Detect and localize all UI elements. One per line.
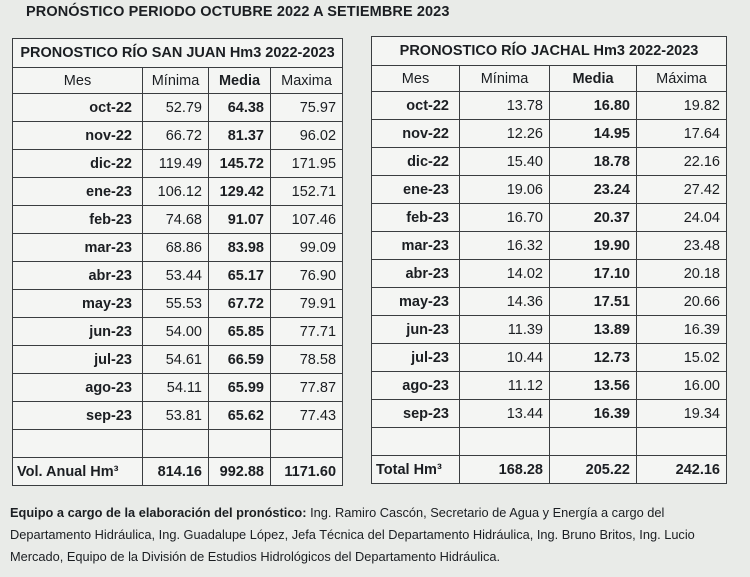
table-row [13, 150, 343, 178]
total-min: 814.16 [143, 458, 209, 486]
month-cell: oct-22 [13, 94, 143, 122]
total-label: Vol. Anual Hm³ [13, 458, 143, 486]
mean-cell: 64.38 [209, 94, 271, 122]
max-cell: 76.90 [271, 262, 343, 290]
mean-cell: 18.78 [550, 148, 637, 176]
table-row [372, 400, 727, 428]
empty-row [372, 428, 727, 456]
table-row [372, 372, 727, 400]
jachal-forecast-table [371, 36, 727, 484]
max-cell: 152.71 [271, 178, 343, 206]
total-row [13, 458, 343, 486]
month-cell: ago-23 [372, 372, 460, 400]
mean-cell: 67.72 [209, 290, 271, 318]
table-row [13, 402, 343, 430]
month-cell: dic-22 [372, 148, 460, 176]
total-mean: 205.22 [550, 456, 637, 484]
month-cell: jun-23 [13, 318, 143, 346]
table-row [13, 262, 343, 290]
max-cell: 96.02 [271, 122, 343, 150]
min-cell: 13.44 [460, 400, 550, 428]
max-cell: 22.16 [637, 148, 727, 176]
table-row [372, 232, 727, 260]
min-cell: 119.49 [143, 150, 209, 178]
table-row [372, 148, 727, 176]
min-cell: 11.12 [460, 372, 550, 400]
min-cell: 19.06 [460, 176, 550, 204]
mean-cell: 17.10 [550, 260, 637, 288]
min-cell: 14.02 [460, 260, 550, 288]
min-cell: 54.00 [143, 318, 209, 346]
mean-cell: 16.39 [550, 400, 637, 428]
mean-cell: 13.89 [550, 316, 637, 344]
empty-cell [209, 430, 271, 458]
month-cell: ago-23 [13, 374, 143, 402]
table-title-row [13, 39, 343, 68]
min-cell: 54.11 [143, 374, 209, 402]
header-media: Media [550, 66, 637, 92]
table-row [13, 178, 343, 206]
min-cell: 52.79 [143, 94, 209, 122]
empty-cell [372, 428, 460, 456]
max-cell: 77.43 [271, 402, 343, 430]
empty-cell [271, 430, 343, 458]
table-row [372, 204, 727, 232]
max-cell: 17.64 [637, 120, 727, 148]
max-cell: 78.58 [271, 346, 343, 374]
max-cell: 15.02 [637, 344, 727, 372]
mean-cell: 16.80 [550, 92, 637, 120]
column-header-row [13, 68, 343, 94]
mean-cell: 91.07 [209, 206, 271, 234]
min-cell: 16.70 [460, 204, 550, 232]
max-cell: 24.04 [637, 204, 727, 232]
min-cell: 14.36 [460, 288, 550, 316]
mean-cell: 14.95 [550, 120, 637, 148]
mean-cell: 13.56 [550, 372, 637, 400]
table-row [372, 176, 727, 204]
total-row [372, 456, 727, 484]
month-cell: nov-22 [13, 122, 143, 150]
max-cell: 16.00 [637, 372, 727, 400]
empty-cell [143, 430, 209, 458]
credits-label: Equipo a cargo de la elaboración del pronóstico: [10, 505, 307, 520]
header-mes: Mes [13, 68, 143, 94]
empty-row [13, 430, 343, 458]
mean-cell: 17.51 [550, 288, 637, 316]
table-row [13, 290, 343, 318]
month-cell: nov-22 [372, 120, 460, 148]
min-cell: 11.39 [460, 316, 550, 344]
empty-cell [550, 428, 637, 456]
mean-cell: 83.98 [209, 234, 271, 262]
mean-cell: 19.90 [550, 232, 637, 260]
table-row [13, 94, 343, 122]
header-minima: Mínima [460, 66, 550, 92]
month-cell: oct-22 [372, 92, 460, 120]
mean-cell: 129.42 [209, 178, 271, 206]
min-cell: 55.53 [143, 290, 209, 318]
empty-cell [13, 430, 143, 458]
min-cell: 53.81 [143, 402, 209, 430]
table-title: PRONOSTICO RÍO JACHAL Hm3 2022-2023 [372, 37, 727, 66]
total-max: 242.16 [637, 456, 727, 484]
max-cell: 27.42 [637, 176, 727, 204]
min-cell: 13.78 [460, 92, 550, 120]
month-cell: sep-23 [13, 402, 143, 430]
table-row [372, 92, 727, 120]
table-title-row [372, 37, 727, 66]
month-cell: dic-22 [13, 150, 143, 178]
month-cell: mar-23 [372, 232, 460, 260]
table-row [13, 122, 343, 150]
header-maxima: Máxima [637, 66, 727, 92]
table-row [372, 344, 727, 372]
table-title: PRONOSTICO RÍO SAN JUAN Hm3 2022-2023 [13, 39, 343, 68]
max-cell: 77.71 [271, 318, 343, 346]
table-row [13, 318, 343, 346]
max-cell: 107.46 [271, 206, 343, 234]
mean-cell: 81.37 [209, 122, 271, 150]
min-cell: 12.26 [460, 120, 550, 148]
table-row [372, 260, 727, 288]
max-cell: 16.39 [637, 316, 727, 344]
max-cell: 77.87 [271, 374, 343, 402]
table-row [372, 120, 727, 148]
max-cell: 20.66 [637, 288, 727, 316]
header-maxima: Maxima [271, 68, 343, 94]
max-cell: 99.09 [271, 234, 343, 262]
table-row [13, 234, 343, 262]
max-cell: 79.91 [271, 290, 343, 318]
page-title: PRONÓSTICO PERIODO OCTUBRE 2022 A SETIEMBRE 2023 [26, 4, 450, 20]
table-row [372, 316, 727, 344]
total-mean: 992.88 [209, 458, 271, 486]
table-row [13, 374, 343, 402]
month-cell: abr-23 [372, 260, 460, 288]
header-mes: Mes [372, 66, 460, 92]
min-cell: 53.44 [143, 262, 209, 290]
mean-cell: 145.72 [209, 150, 271, 178]
table-row [13, 346, 343, 374]
month-cell: sep-23 [372, 400, 460, 428]
month-cell: jun-23 [372, 316, 460, 344]
min-cell: 68.86 [143, 234, 209, 262]
month-cell: mar-23 [13, 234, 143, 262]
max-cell: 75.97 [271, 94, 343, 122]
month-cell: may-23 [13, 290, 143, 318]
max-cell: 19.34 [637, 400, 727, 428]
max-cell: 171.95 [271, 150, 343, 178]
mean-cell: 12.73 [550, 344, 637, 372]
empty-cell [460, 428, 550, 456]
min-cell: 15.40 [460, 148, 550, 176]
total-max: 1171.60 [271, 458, 343, 486]
min-cell: 16.32 [460, 232, 550, 260]
mean-cell: 65.85 [209, 318, 271, 346]
table-row [372, 288, 727, 316]
mean-cell: 20.37 [550, 204, 637, 232]
month-cell: may-23 [372, 288, 460, 316]
month-cell: ene-23 [13, 178, 143, 206]
mean-cell: 23.24 [550, 176, 637, 204]
month-cell: jul-23 [13, 346, 143, 374]
month-cell: jul-23 [372, 344, 460, 372]
credits-paragraph [10, 502, 740, 568]
mean-cell: 65.17 [209, 262, 271, 290]
month-cell: abr-23 [13, 262, 143, 290]
column-header-row [372, 66, 727, 92]
mean-cell: 65.62 [209, 402, 271, 430]
min-cell: 106.12 [143, 178, 209, 206]
table-row [13, 206, 343, 234]
min-cell: 10.44 [460, 344, 550, 372]
max-cell: 20.18 [637, 260, 727, 288]
max-cell: 19.82 [637, 92, 727, 120]
month-cell: ene-23 [372, 176, 460, 204]
mean-cell: 65.99 [209, 374, 271, 402]
month-cell: feb-23 [13, 206, 143, 234]
credits-text: Ing. Ramiro Cascón, Secretario de Agua y Energía a cargo del Departamento Hidráulica, Ing. Guadalupe López, Jefa Técnica del Departamento Hidráulica, Ing. Bruno Britos, Ing. Lucio Mercado, Equipo de la División de Estudios Hidrológicos del Departamento Hidráulica. [10, 505, 695, 564]
san-juan-forecast-table [12, 38, 343, 486]
total-label: Total Hm³ [372, 456, 460, 484]
header-media: Media [209, 68, 271, 94]
min-cell: 66.72 [143, 122, 209, 150]
min-cell: 54.61 [143, 346, 209, 374]
header-minima: Mínima [143, 68, 209, 94]
month-cell: feb-23 [372, 204, 460, 232]
mean-cell: 66.59 [209, 346, 271, 374]
max-cell: 23.48 [637, 232, 727, 260]
empty-cell [637, 428, 727, 456]
min-cell: 74.68 [143, 206, 209, 234]
total-min: 168.28 [460, 456, 550, 484]
